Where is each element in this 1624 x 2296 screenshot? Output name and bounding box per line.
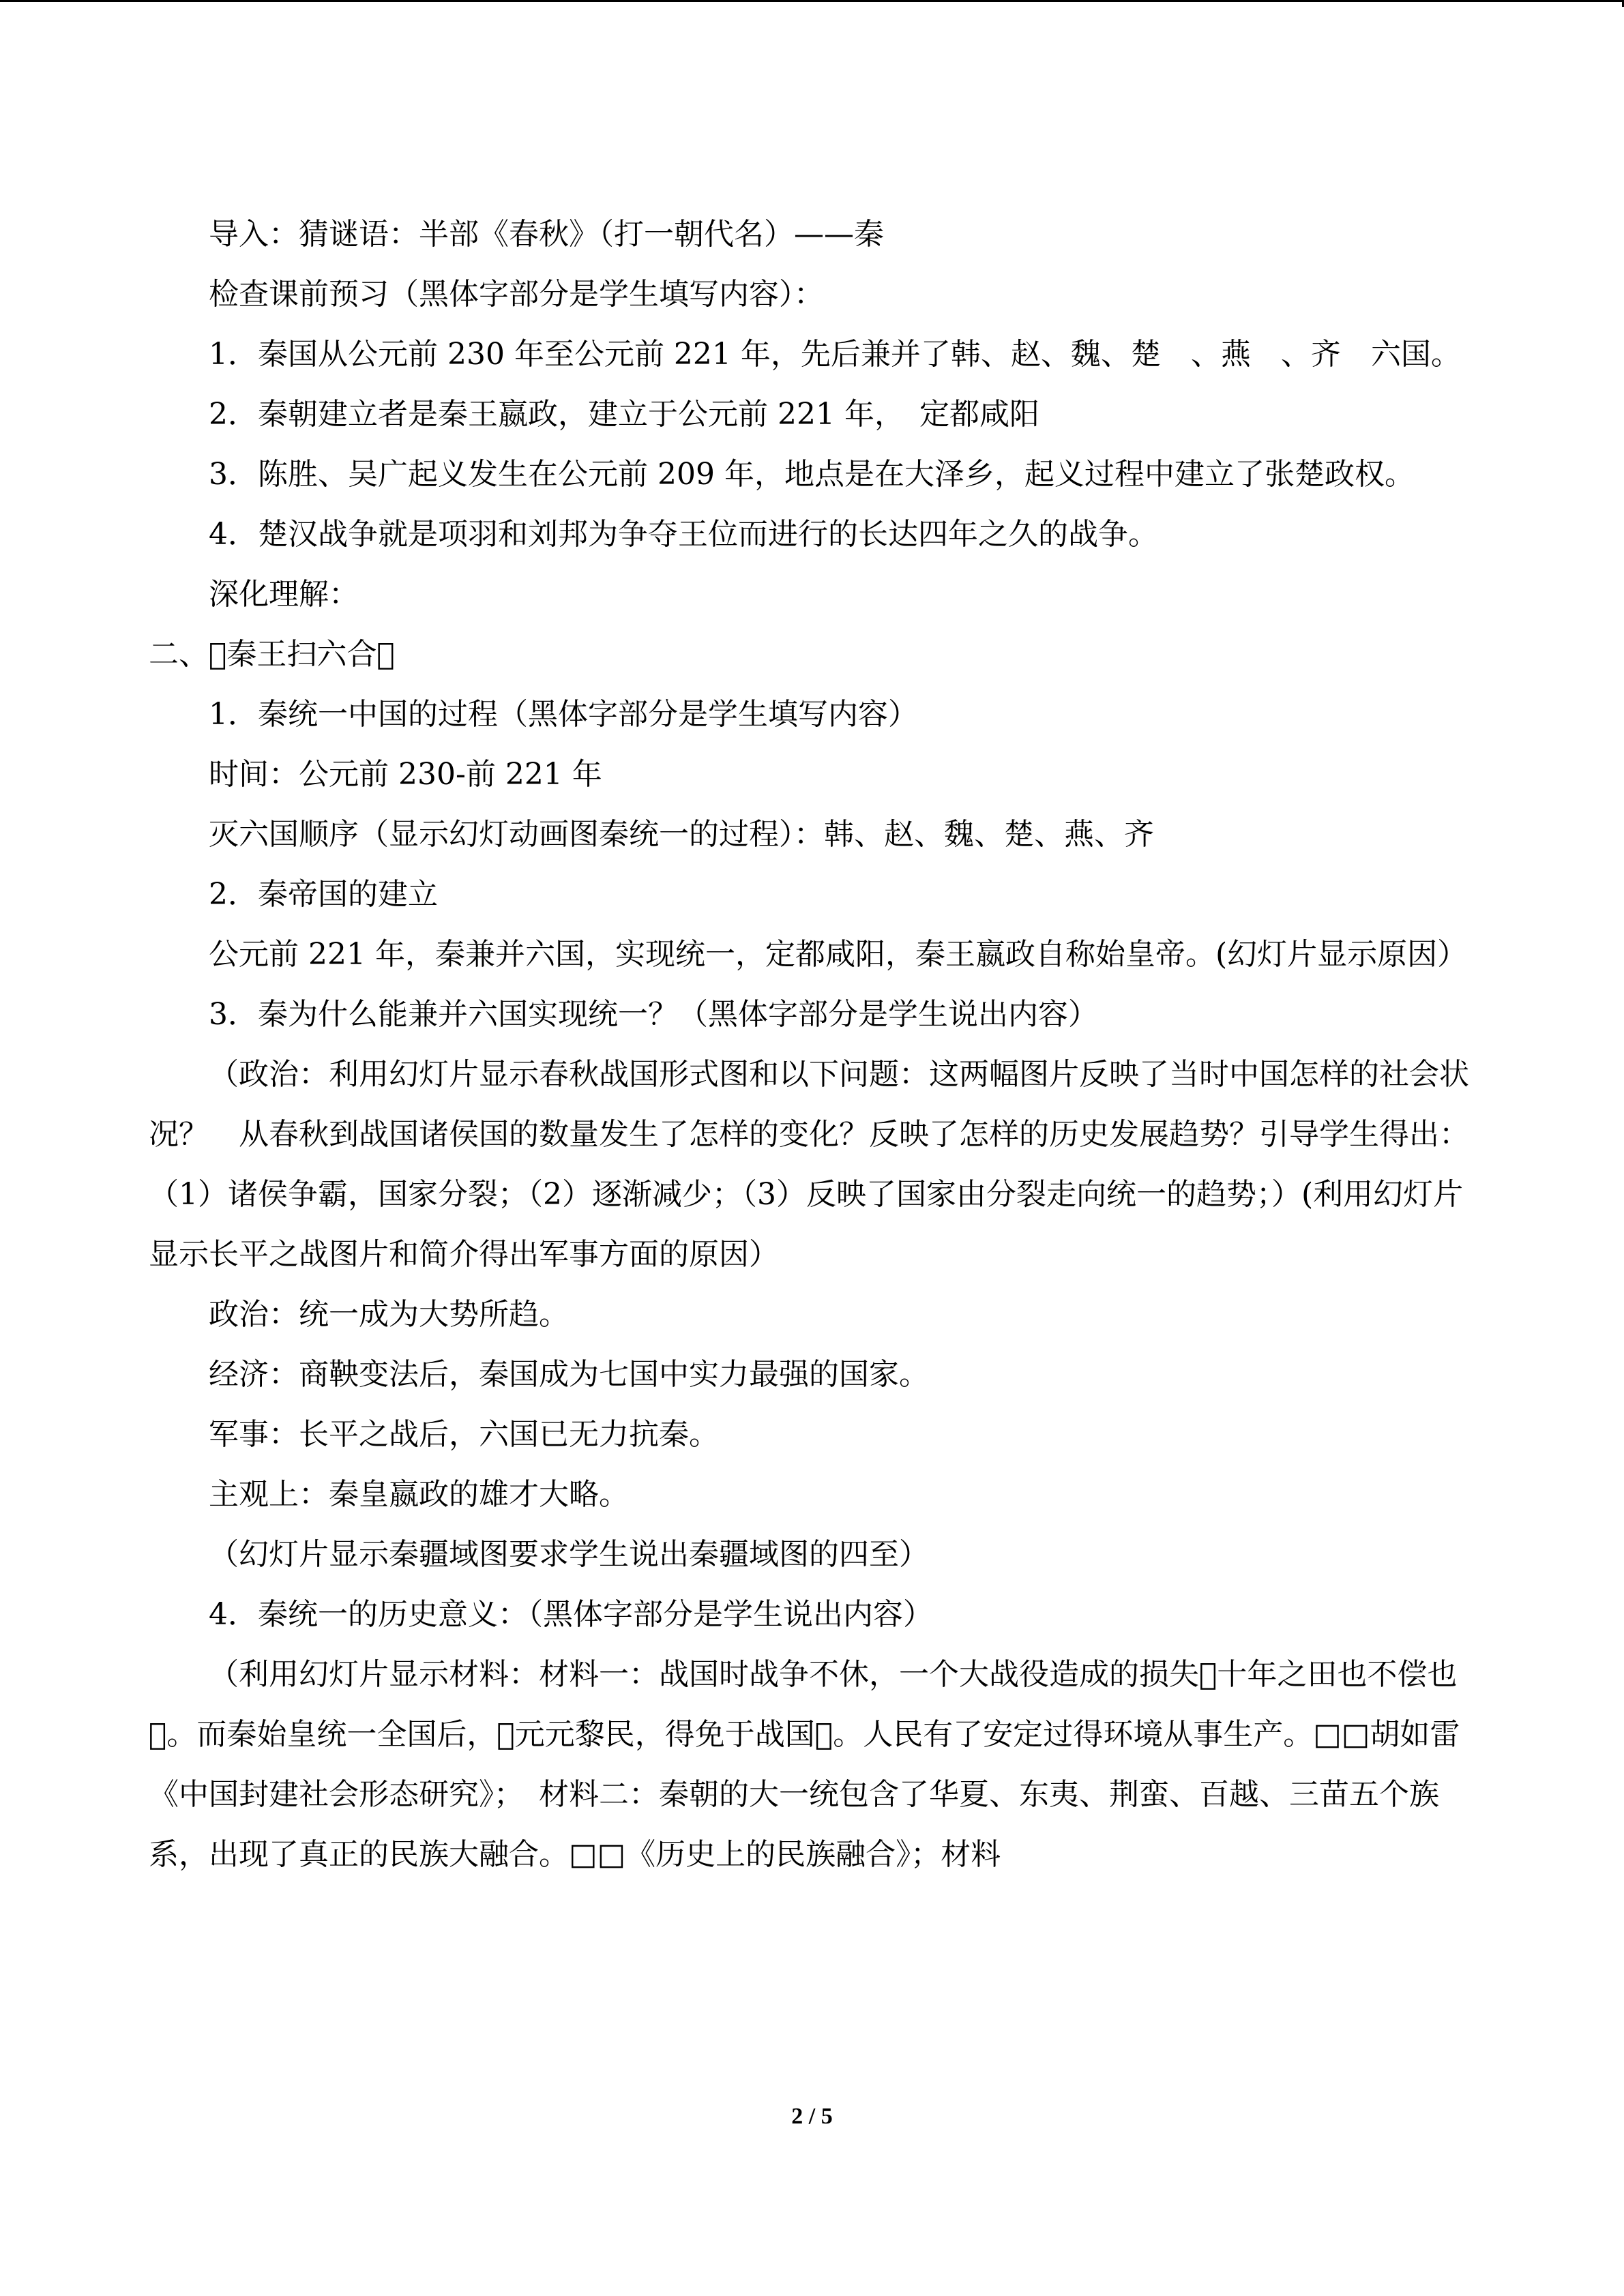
section-two-heading: 二、􀀀秦王扫六合􀀀: [149, 637, 395, 672]
preview-item-3: 3．陈胜、吴广起义发生在公元前 209 年，地点是在大泽乡，起义过程中建立了张楚政权。: [209, 457, 1415, 492]
preview-item-1: 1．秦国从公元前 230 年至公元前 221 年，先后兼并了韩、赵、魏、楚 、燕 、齐 六国。: [209, 337, 1461, 372]
significance-materials-paragraph: （利用幻灯片显示材料：材料一：战国时战争不休，一个大战役造成的损失􀀀十年之田也不偿也􀀀。而秦始皇统一全国后，􀀀元元黎民，得免于战国􀀀。人民有了安定过得环境从事生产。□□胡如雷《中国封建社会形态研究》； 材料二：秦朝的大一统包含了华夏、东夷、荆蛮、百越、三苗五个族系，出现了真正的民族大融合。□□《历史上的民族融合》；材料: [149, 1657, 1460, 1872]
political-reason-paragraph: （政治：利用幻灯片显示春秋战国形式图和以下问题：这两幅图片反映了当时中国怎样的社会状况？ 从春秋到战国诸侯国的数量发生了怎样的变化？反映了怎样的历史发展趋势？引导学生得出：（1）诸侯争霸，国家分裂；（2）逐渐减少；（3）反映了国家由分裂走向统一的趋势；）(利用幻灯片显示长平之战图片和简介得出军事方面的原因）: [149, 1057, 1469, 1272]
subsection-3-heading: 3．秦为什么能兼并六国实现统一？（黑体字部分是学生说出内容）: [209, 997, 1098, 1032]
reason-military: 军事：长平之战后，六国已无力抗秦。: [209, 1417, 719, 1452]
top-border-line: [0, 0, 1624, 2]
unification-time: 时间：公元前 230-前 221 年: [209, 757, 602, 792]
empire-founding-text: 公元前 221 年，秦兼并六国，实现统一，定都咸阳，秦王嬴政自称始皇帝。(幻灯片显示原因）: [209, 937, 1468, 972]
preview-item-2: 2．秦朝建立者是秦王嬴政，建立于公元前 221 年， 定都咸阳: [209, 397, 1039, 432]
deepen-understanding-heading: 深化理解：: [209, 577, 359, 612]
reason-economy: 经济：商鞅变法后，秦国成为七国中实力最强的国家。: [209, 1357, 929, 1392]
subsection-1-heading: 1．秦统一中国的过程（黑体字部分是学生填写内容）: [209, 697, 918, 732]
subsection-2-heading: 2．秦帝国的建立: [209, 877, 438, 912]
territory-map-note: （幻灯片显示秦疆域图要求学生说出秦疆域图的四至）: [209, 1537, 929, 1572]
preview-item-4: 4．楚汉战争就是项羽和刘邦为争夺王位而进行的长达四年之久的战争。: [209, 517, 1158, 552]
document-body: [149, 205, 1479, 1885]
page-number: 2 / 5: [791, 2104, 833, 2129]
preview-check-heading: 检查课前预习（黑体字部分是学生填写内容）：: [209, 277, 824, 312]
reason-politics: 政治：统一成为大势所趋。: [209, 1297, 569, 1332]
reason-subjective: 主观上：秦皇嬴政的雄才大略。: [209, 1477, 629, 1512]
subsection-4-heading: 4．秦统一的历史意义：（黑体字部分是学生说出内容）: [209, 1597, 933, 1632]
conquest-order: 灭六国顺序（显示幻灯动画图秦统一的过程）：韩、赵、魏、楚、燕、齐: [209, 817, 1154, 852]
intro-riddle: 导入：猜谜语：半部《春秋》（打一朝代名）——秦: [209, 217, 884, 252]
